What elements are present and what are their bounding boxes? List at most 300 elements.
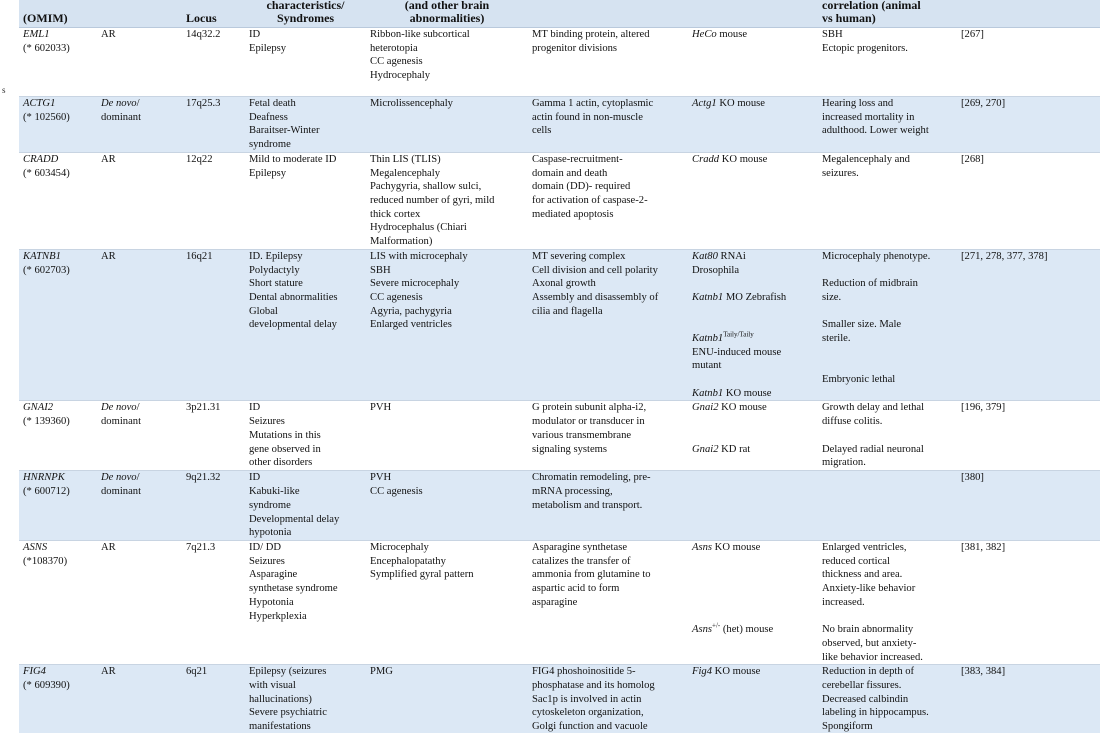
function-line: Cell division and cell polarity	[532, 264, 658, 276]
model-description: (het) mouse	[720, 624, 774, 636]
imaging-line: SBH	[370, 264, 391, 276]
correlation-line: Reduction in depth of	[822, 666, 915, 678]
correlation-line	[822, 346, 953, 360]
model-gene: Asns	[692, 542, 713, 553]
model-description: KO mouse	[712, 666, 761, 678]
clinical-line: ID. Epilepsy	[249, 250, 303, 262]
inheritance-de-novo: De novo	[101, 402, 137, 414]
gene-symbol: GNAI2	[23, 402, 54, 414]
model-description: Drosophila	[692, 264, 740, 276]
inheritance-line: De novo/	[101, 472, 140, 484]
model-gene: Kat80	[692, 250, 718, 262]
header-inheritance	[97, 0, 182, 28]
model-line	[692, 97, 814, 111]
model-line	[692, 346, 814, 360]
correlation-line: Ectopic progenitors.	[822, 42, 908, 54]
function-line: Sac1p is involved in actin	[532, 693, 642, 705]
correlation-line: Megalencephaly and	[822, 153, 910, 165]
clinical-cell	[245, 541, 366, 665]
imaging-line: Microcephaly	[370, 542, 429, 553]
locus-value: 9q21.32	[186, 472, 221, 484]
inheritance-cell	[97, 665, 182, 733]
correlation-line	[822, 359, 953, 373]
clinical-line: ID/ DD	[249, 542, 282, 553]
model-cell	[688, 471, 818, 541]
model-gene: Actg1	[692, 98, 717, 109]
header-gene-omim	[19, 0, 97, 28]
table-row	[19, 471, 1100, 541]
correlation-line: Hearing loss and	[822, 98, 894, 109]
correlation-line: Spongiform	[822, 721, 873, 733]
inheritance-line: AR	[101, 153, 116, 165]
clinical-line: Seizures	[249, 416, 285, 428]
inheritance-cell	[97, 249, 182, 401]
correlation-line	[822, 610, 953, 624]
gene-cell	[19, 249, 97, 401]
model-line	[692, 264, 814, 278]
imaging-line: Symplified gyral pattern	[370, 569, 474, 581]
gene-symbol: KATNB1	[23, 250, 61, 262]
function-line: actin found in non-muscle	[532, 111, 643, 123]
table-row	[19, 249, 1100, 401]
model-gene: HeCo	[692, 29, 717, 40]
model-description: ENU-induced mouse	[692, 346, 782, 358]
function-line: FIG4 phoshoinositide 5-	[532, 666, 636, 678]
correlation-line: Enlarged ventricles,	[822, 542, 907, 553]
correlation-cell	[818, 541, 957, 665]
correlation-line: Microcephaly phenotype.	[822, 250, 931, 262]
function-line: Assembly and disassembly of	[532, 291, 659, 303]
function-line: for activation of caspase-2-	[532, 194, 648, 206]
inheritance-line: De novo/	[101, 402, 140, 414]
omim-number: (* 102560)	[23, 111, 70, 123]
clinical-line: Baraitser-Winter	[249, 125, 320, 137]
clinical-line: ID	[249, 472, 261, 484]
correlation-line: No brain abnormality	[822, 624, 914, 636]
clinical-line: synthetase syndrome	[249, 583, 338, 595]
gene-cell	[19, 152, 97, 249]
function-line: metabolism and transport.	[532, 499, 643, 511]
correlation-line: like behavior increased.	[822, 651, 923, 663]
header-refs	[957, 0, 1100, 28]
imaging-cell	[366, 28, 528, 97]
correlation-line: observed, but anxiety-	[822, 637, 917, 649]
inheritance-line: dominant	[101, 486, 142, 498]
model-line	[692, 443, 814, 457]
imaging-cell	[366, 97, 528, 153]
clinical-line: developmental delay	[249, 319, 337, 331]
imaging-cell	[366, 249, 528, 401]
correlation-cell	[818, 97, 957, 153]
header-line	[101, 12, 178, 26]
model-cell	[688, 249, 818, 401]
function-line: Caspase-recruitment-	[532, 153, 623, 165]
model-genotype: +/-	[712, 621, 721, 630]
function-line: domain (DD)- required	[532, 181, 631, 193]
model-cell	[688, 28, 818, 97]
model-cell	[688, 665, 818, 733]
model-description: KO mouse	[723, 387, 772, 399]
imaging-cell	[366, 152, 528, 249]
clinical-line: with visual	[249, 680, 296, 692]
model-line	[692, 555, 814, 569]
model-genotype: Taily/Taily	[723, 330, 754, 339]
header-clinical	[245, 0, 366, 28]
inheritance-line: De novo/	[101, 98, 140, 109]
reference-list: [268]	[961, 153, 984, 165]
clinical-line: Fetal death	[249, 98, 296, 109]
table-row	[19, 541, 1100, 665]
imaging-line: PVH	[370, 472, 392, 484]
gene-symbol: HNRNPK	[23, 472, 65, 484]
header-model	[688, 0, 818, 28]
correlation-line: Growth delay and lethal	[822, 402, 925, 414]
gene-cell	[19, 665, 97, 733]
header-line	[532, 12, 684, 26]
model-gene: Asns	[692, 624, 713, 636]
inheritance-line: dominant	[101, 111, 142, 123]
refs-cell	[957, 665, 1100, 733]
clinical-line: manifestations	[249, 721, 311, 733]
inheritance-line: AR	[101, 666, 116, 678]
gene-table	[19, 0, 1100, 733]
correlation-cell	[818, 401, 957, 471]
imaging-line: Megalencephaly	[370, 167, 441, 179]
clinical-line: Epilepsy	[249, 42, 287, 54]
clinical-line: hypotonia	[249, 527, 292, 539]
clinical-line: Global	[249, 305, 278, 317]
header-line	[961, 12, 1096, 26]
table-row	[19, 401, 1100, 471]
correlation-cell	[818, 471, 957, 541]
omim-number: (* 602033)	[23, 42, 70, 54]
inheritance-cell	[97, 152, 182, 249]
model-line	[692, 415, 814, 429]
function-cell	[528, 249, 688, 401]
model-gene: Fig4	[692, 666, 713, 678]
clinical-line: Severe psychiatric	[249, 707, 327, 719]
model-line	[692, 28, 814, 42]
locus-value: 7q21.3	[186, 542, 216, 553]
correlation-line: size.	[822, 291, 842, 303]
function-cell	[528, 471, 688, 541]
imaging-line: Enlarged ventricles	[370, 319, 452, 331]
imaging-line: Thin LIS (TLIS)	[370, 153, 441, 165]
correlation-cell	[818, 249, 957, 401]
correlation-line	[822, 305, 953, 319]
function-line: G protein subunit alpha-i2,	[532, 402, 647, 414]
correlation-line: seizures.	[822, 167, 859, 179]
imaging-line: Microlissencephaly	[370, 98, 453, 109]
correlation-line: reduced cortical	[822, 555, 890, 567]
header-line: Syndromes	[276, 11, 335, 26]
clinical-line: Mild to moderate ID	[249, 153, 337, 165]
imaging-cell	[366, 665, 528, 733]
reference-list: [380]	[961, 472, 984, 484]
refs-cell	[957, 97, 1100, 153]
model-gene: Katnb1	[692, 332, 724, 344]
gene-symbol: CRADD	[23, 153, 59, 165]
model-description: RNAi	[717, 250, 746, 262]
imaging-line: Agyria, pachygyria	[370, 305, 452, 317]
clinical-line: Mutations in this	[249, 429, 321, 441]
imaging-line: CC agenesis	[370, 291, 423, 303]
function-line: cilia and flagella	[532, 305, 603, 317]
model-line	[692, 609, 814, 623]
header-locus	[182, 0, 245, 28]
clinical-line: Deafness	[249, 111, 288, 123]
model-line	[692, 596, 814, 610]
correlation-line: increased.	[822, 596, 865, 608]
function-line: signaling systems	[532, 443, 608, 455]
imaging-cell	[366, 401, 528, 471]
correlation-line	[822, 264, 953, 278]
table-row	[19, 665, 1100, 733]
gene-symbol: ACTG1	[23, 98, 56, 109]
imaging-line: Encephalopatathy	[370, 555, 446, 567]
imaging-line: Severe microcephaly	[370, 278, 460, 290]
correlation-line: increased mortality in	[822, 111, 915, 123]
locus-value: 14q32.2	[186, 29, 221, 40]
clinical-line: other disorders	[249, 457, 313, 469]
correlation-cell	[818, 152, 957, 249]
locus-value: 3p21.31	[186, 402, 221, 414]
function-line: Asparagine synthetase	[532, 542, 628, 553]
model-cell	[688, 97, 818, 153]
table-row	[19, 152, 1100, 249]
model-line	[692, 153, 814, 167]
locus-value: 12q22	[186, 153, 213, 165]
function-line: mediated apoptosis	[532, 208, 614, 220]
imaging-line: Hydrocephaly	[370, 70, 431, 82]
model-line	[692, 541, 814, 555]
model-gene: Katnb1	[692, 291, 724, 303]
gene-symbol: EML1	[23, 29, 50, 40]
model-line	[692, 277, 814, 291]
clinical-line: gene observed in	[249, 443, 321, 455]
correlation-line: SBH	[822, 29, 843, 40]
model-description: mouse	[716, 29, 748, 40]
header-line: characteristics/	[266, 0, 345, 12]
model-line	[692, 665, 814, 679]
correlation-line: Delayed radial neuronal	[822, 443, 924, 455]
model-line	[692, 429, 814, 443]
table-body	[19, 28, 1100, 733]
model-gene: Katnb1	[692, 387, 724, 399]
function-line: catalizes the transfer of	[532, 555, 631, 567]
model-line	[692, 291, 814, 305]
correlation-line: labeling in hippocampus.	[822, 707, 929, 719]
imaging-line: heterotopia	[370, 42, 418, 54]
refs-cell	[957, 28, 1100, 97]
clinical-cell	[245, 401, 366, 471]
omim-number: (*108370)	[23, 555, 68, 567]
omim-number: (* 609390)	[23, 680, 70, 692]
model-line	[692, 387, 814, 401]
clinical-line: Dental abnormalities	[249, 291, 338, 303]
inheritance-cell	[97, 541, 182, 665]
gene-cell	[19, 97, 97, 153]
model-cell	[688, 541, 818, 665]
imaging-line: Malformation)	[370, 236, 433, 248]
reference-list: [267]	[961, 29, 984, 40]
clinical-cell	[245, 152, 366, 249]
model-line	[692, 582, 814, 596]
header-imaging	[366, 0, 528, 28]
function-line: various transmembrane	[532, 429, 632, 441]
header-line	[692, 12, 814, 26]
imaging-line: Ribbon-like subcortical	[370, 29, 470, 40]
refs-cell	[957, 152, 1100, 249]
gene-cell	[19, 28, 97, 97]
correlation-line: Anxiety-like behavior	[822, 583, 916, 595]
model-line	[692, 401, 814, 415]
locus-value: 16q21	[186, 250, 213, 262]
locus-cell	[182, 541, 245, 665]
omim-number: (* 602703)	[23, 264, 70, 276]
correlation-line: Embryonic lethal	[822, 374, 896, 386]
correlation-cell	[818, 28, 957, 97]
inheritance-line: AR	[101, 542, 116, 553]
locus-cell	[182, 665, 245, 733]
function-cell	[528, 97, 688, 153]
refs-cell	[957, 401, 1100, 471]
model-gene: Gnai2	[692, 402, 719, 414]
reference-list: [383, 384]	[961, 666, 1006, 678]
header-line: correlation (animal	[822, 0, 921, 12]
inheritance-de-novo: De novo	[101, 472, 137, 484]
gene-cell	[19, 401, 97, 471]
clinical-line: Epilepsy (seizures	[249, 666, 327, 678]
model-description: KO mouse	[718, 402, 767, 414]
header-correlation	[818, 0, 957, 28]
function-line: Golgi function and vacuole	[532, 721, 648, 733]
imaging-line: Pachygyria, shallow sulci,	[370, 181, 482, 193]
function-line: MT binding protein, altered	[532, 29, 650, 40]
model-cell	[688, 152, 818, 249]
imaging-cell	[366, 471, 528, 541]
header-line: Locus	[186, 11, 217, 26]
model-line	[692, 373, 814, 387]
model-description: KO mouse	[712, 542, 761, 553]
correlation-line: Reduction of midbrain	[822, 278, 918, 290]
function-line: cytoskeleton organization,	[532, 707, 644, 719]
clinical-line: Kabuki-like	[249, 486, 300, 498]
model-gene: Cradd	[692, 153, 720, 165]
model-gene: Gnai2	[692, 443, 719, 455]
correlation-line: sterile.	[822, 333, 851, 344]
correlation-line: diffuse colitis.	[822, 416, 883, 428]
correlation-line: Smaller size. Male	[822, 319, 902, 331]
refs-cell	[957, 541, 1100, 665]
inheritance-cell	[97, 401, 182, 471]
imaging-cell	[366, 541, 528, 665]
locus-value: 17q25.3	[186, 98, 221, 109]
inheritance-de-novo: De novo	[101, 98, 137, 109]
function-cell	[528, 665, 688, 733]
model-line	[692, 332, 814, 346]
clinical-cell	[245, 471, 366, 541]
omim-number: (* 139360)	[23, 416, 70, 428]
gene-symbol: FIG4	[23, 666, 46, 678]
model-description: KO mouse	[719, 153, 768, 165]
reference-list: [381, 382]	[961, 542, 1006, 553]
imaging-line: reduced number of gyri, mild	[370, 194, 495, 206]
refs-cell	[957, 471, 1100, 541]
model-description: KD rat	[718, 443, 751, 455]
locus-cell	[182, 249, 245, 401]
function-line: asparagine	[532, 596, 578, 608]
model-description: mutant	[692, 360, 722, 372]
header-line: vs human)	[822, 11, 876, 26]
model-line	[692, 305, 814, 319]
model-line	[692, 568, 814, 582]
imaging-line: PMG	[370, 666, 393, 678]
function-cell	[528, 152, 688, 249]
clinical-line: Epilepsy	[249, 167, 287, 179]
correlation-line: adulthood. Lower weight	[822, 125, 929, 137]
gene-cell	[19, 541, 97, 665]
header-line: (and other brain	[404, 0, 490, 12]
header-line: (OMIM)	[23, 11, 68, 26]
imaging-line: CC agenesis	[370, 486, 423, 498]
function-line: modulator or transducer in	[532, 416, 645, 428]
table-row	[19, 28, 1100, 97]
locus-value: 6q21	[186, 666, 208, 678]
clinical-line: ID	[249, 29, 261, 40]
correlation-cell	[818, 665, 957, 733]
clinical-line: syndrome	[249, 139, 291, 151]
locus-cell	[182, 152, 245, 249]
reference-list: [196, 379]	[961, 402, 1006, 414]
imaging-line: PVH	[370, 402, 392, 414]
model-description: KO mouse	[716, 98, 765, 109]
header-function	[528, 0, 688, 28]
locus-cell	[182, 97, 245, 153]
function-line: Gamma 1 actin, cytoplasmic	[532, 98, 654, 109]
function-line: progenitor divisions	[532, 42, 618, 54]
function-line: cells	[532, 125, 552, 137]
function-line: mRNA processing,	[532, 486, 613, 498]
model-description: MO Zebrafish	[723, 291, 787, 303]
model-line	[692, 623, 814, 637]
function-cell	[528, 28, 688, 97]
clinical-line: Asparagine	[249, 569, 298, 581]
omim-number: (* 603454)	[23, 167, 70, 179]
clinical-cell	[245, 665, 366, 733]
inheritance-cell	[97, 471, 182, 541]
gene-cell	[19, 471, 97, 541]
table-row	[19, 97, 1100, 153]
locus-cell	[182, 401, 245, 471]
correlation-line: Decreased calbindin	[822, 693, 909, 705]
reference-list: [271, 278, 377, 378]	[961, 250, 1048, 262]
clinical-line: Hyperkplexia	[249, 610, 307, 622]
clinical-line: Polydactyly	[249, 264, 300, 276]
clinical-line: Seizures	[249, 555, 285, 567]
imaging-line: CC agenesis	[370, 56, 423, 68]
model-line	[692, 250, 814, 264]
inheritance-cell	[97, 28, 182, 97]
model-cell	[688, 401, 818, 471]
function-line: phosphatase and its homolog	[532, 680, 655, 692]
function-line: ammonia from glutamine to	[532, 569, 651, 581]
gene-symbol: ASNS	[23, 542, 48, 553]
clinical-line: Developmental delay	[249, 513, 340, 525]
correlation-line: thickness and area.	[822, 569, 903, 581]
model-line	[692, 359, 814, 373]
imaging-line: thick cortex	[370, 208, 421, 220]
